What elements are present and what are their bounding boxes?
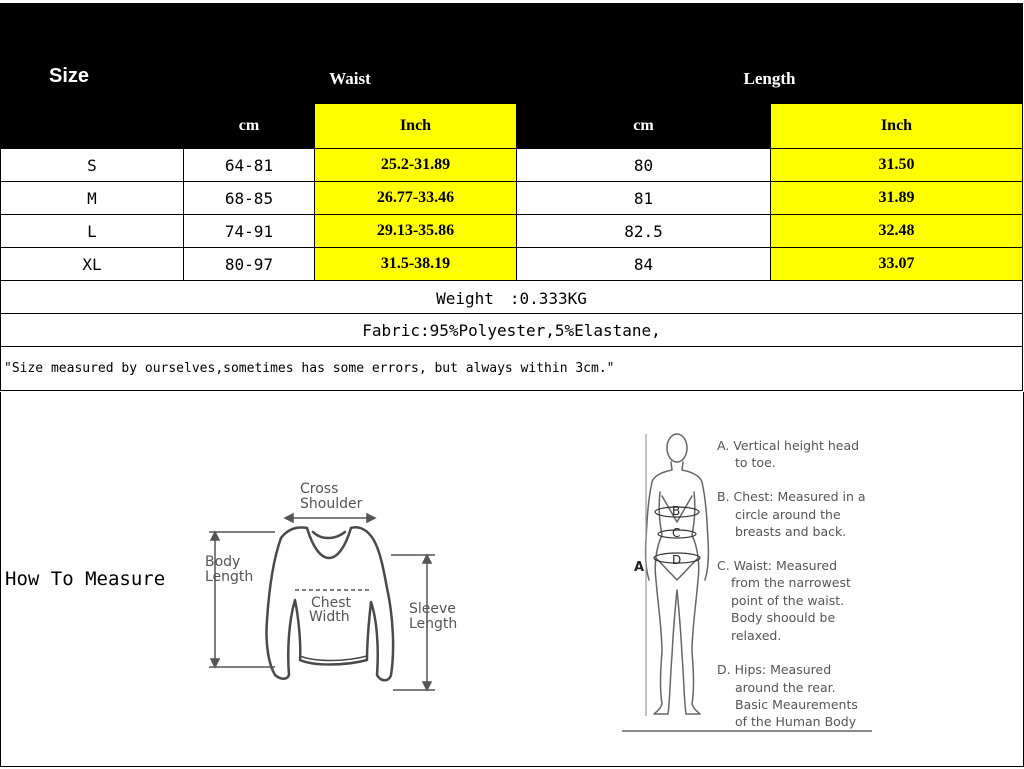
note-d: D. Hips: Measured [717, 662, 832, 677]
note-row: "Size measured by ourselves,sometimes has some errors, but always within 3cm." [1, 347, 1023, 391]
length-inch-cell: 32.48 [771, 215, 1023, 248]
note-c: C. Waist: Measured [717, 558, 838, 573]
table-row [1, 149, 1023, 182]
body-head [667, 434, 687, 462]
size-cell: S [1, 149, 184, 182]
marker-c: C [672, 526, 681, 540]
fabric-row: Fabric:95%Polyester,5%Elastane, [1, 314, 1023, 347]
waist-cm-cell: 74-91 [184, 215, 315, 248]
arrow-head [285, 514, 293, 522]
marker-a: A [634, 560, 645, 575]
note-a: A. Vertical height head [717, 438, 860, 453]
header-blank-band [184, 4, 1023, 55]
arrow-head [423, 555, 431, 563]
shirt-diagram [195, 470, 475, 700]
note-c: point of the waist. [731, 593, 845, 608]
note-d: Basic Meaurements [735, 697, 858, 712]
body-length-label: Body [205, 554, 241, 570]
table-row [1, 215, 1023, 248]
length-inch-cell: 31.89 [771, 182, 1023, 215]
length-inch-header: Inch [771, 104, 1023, 149]
waist-inch-cell: 31.5-38.19 [315, 248, 517, 281]
arrow-head [367, 514, 375, 522]
note-c: Body shoould be [731, 610, 836, 625]
waist-cm-cell: 80-97 [184, 248, 315, 281]
table-row [1, 182, 1023, 215]
length-cm-cell: 84 [517, 248, 771, 281]
size-cell: L [1, 215, 184, 248]
waist-cm-header: cm [184, 104, 315, 149]
weight-row: Weight :0.333KG [1, 281, 1023, 314]
length-cm-header: cm [517, 104, 771, 149]
cross-shoulder-label: Shoulder [300, 496, 363, 512]
length-inch-cell: 31.50 [771, 149, 1023, 182]
size-cell: XL [1, 248, 184, 281]
shirt-collar [313, 532, 345, 538]
waist-inch-header: Inch [315, 104, 517, 149]
how-to-measure-title: How To Measure [5, 568, 166, 590]
marker-b: B [672, 504, 681, 518]
length-header: Length [517, 55, 1023, 104]
waist-inch-cell: 25.2-31.89 [315, 149, 517, 182]
arrow-head [211, 659, 219, 667]
chest-width-label: Chest [311, 595, 352, 611]
arrow-head [211, 532, 219, 540]
length-cm-cell: 82.5 [517, 215, 771, 248]
note-c: from the narrowest [731, 575, 851, 590]
waist-cm-cell: 68-85 [184, 182, 315, 215]
sleeve-length-label: Length [409, 616, 458, 632]
marker-d: D [672, 553, 682, 567]
arrow-head [423, 682, 431, 690]
size-table [0, 3, 1023, 391]
note-a: to toe. [735, 455, 776, 470]
length-cm-cell: 80 [517, 149, 771, 182]
note-b: breasts and back. [735, 524, 847, 539]
note-d: around the rear. [735, 680, 836, 695]
waist-cm-cell: 64-81 [184, 149, 315, 182]
length-inch-cell: 33.07 [771, 248, 1023, 281]
body-diagram [620, 430, 880, 735]
waist-inch-cell: 29.13-35.86 [315, 215, 517, 248]
sleeve-length-label: Sleeve [409, 601, 456, 617]
note-c: relaxed. [731, 628, 782, 643]
length-cm-cell: 81 [517, 182, 771, 215]
waist-inch-cell: 26.77-33.46 [315, 182, 517, 215]
note-d: of the Human Body [735, 714, 857, 729]
chest-width-label: Width [309, 609, 350, 625]
shirt-hem [300, 656, 367, 661]
size-header: Size [1, 4, 184, 149]
note-b: B. Chest: Measured in a [717, 489, 866, 504]
size-cell: M [1, 182, 184, 215]
waist-header: Waist [184, 55, 517, 104]
table-row [1, 248, 1023, 281]
body-outline [646, 462, 709, 714]
body-length-label: Length [205, 569, 254, 585]
note-b: circle around the [735, 507, 841, 522]
cross-shoulder-label: Cross [300, 481, 339, 497]
